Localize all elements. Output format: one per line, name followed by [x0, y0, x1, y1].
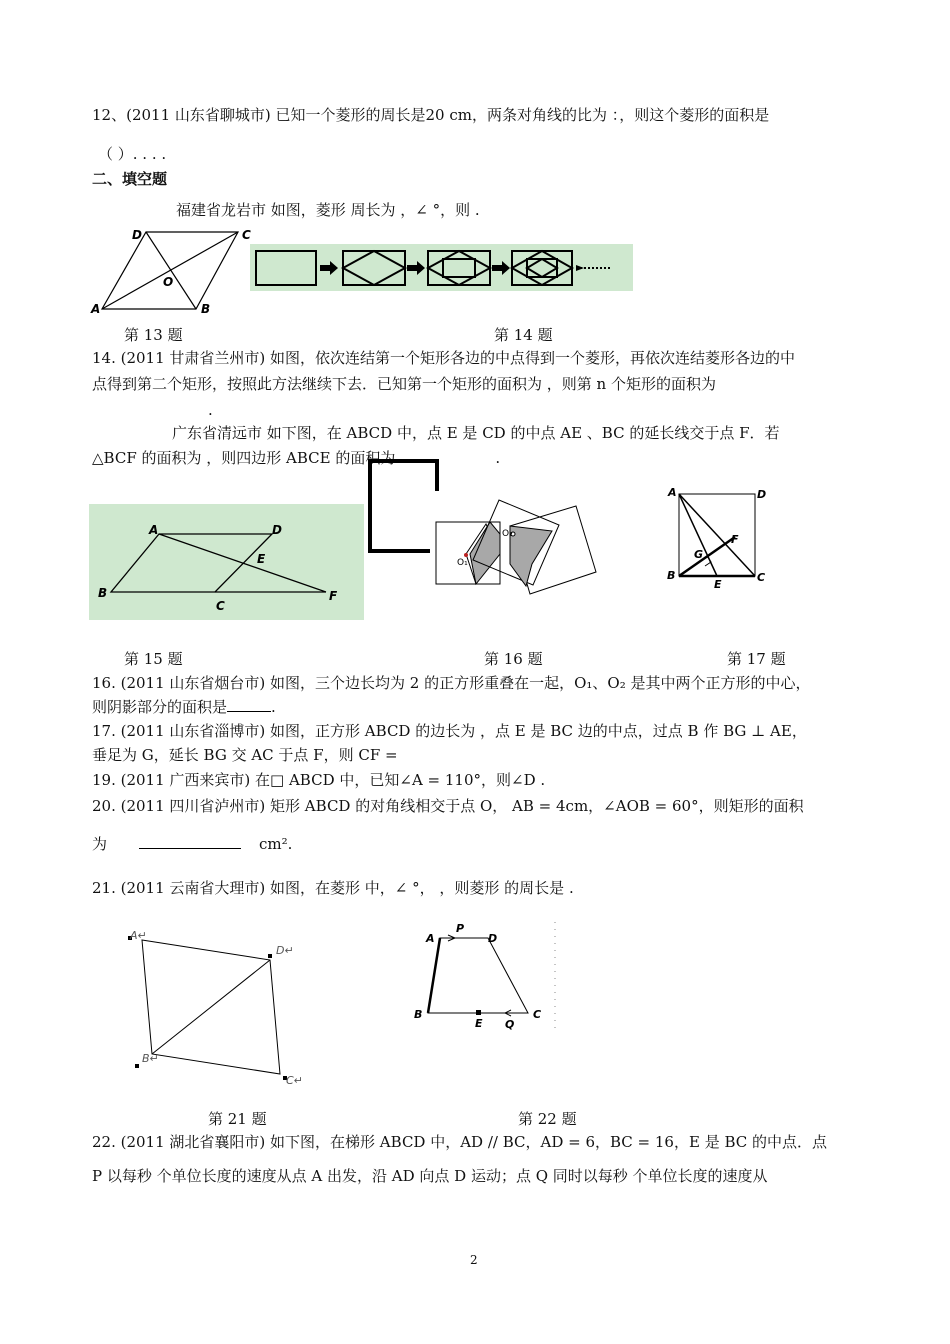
q20-line2-b: cm². [259, 835, 293, 853]
fig13-label-o: O [163, 275, 174, 289]
fig22-label-a: A [426, 932, 435, 945]
q12-value: 20 cm [425, 106, 472, 124]
fig15-label-d: D [272, 523, 282, 537]
fig21-label-d: D↵ [276, 944, 294, 957]
fig22-trapezoid [410, 920, 560, 1035]
fig17-label-b: B [667, 569, 676, 582]
q16-line2 [92, 697, 276, 717]
fig21-label-c: C↵ [286, 1074, 303, 1087]
q17-line2: 垂足为 G，延长 BG 交 AC 于点 F，则 CF = [92, 746, 398, 764]
fig15-parallelogram [89, 504, 364, 620]
q15-line1: 广东省清远市 如下图，在 ABCD 中，点 E 是 CD 的中点 AE 、BC 的延长线交于点 F．若 [172, 424, 780, 442]
fig13-label-c: C [242, 228, 251, 242]
q15-line2-text: △BCF 的面积为 ，则四边形 ABCE 的面积为 [92, 449, 396, 467]
q20-line2 [92, 834, 292, 854]
q13-text: 福建省龙岩市 如图，菱形 周长为 ，∠ °，则 . [176, 201, 480, 219]
q14-line3: . [208, 401, 213, 419]
fig13-label-a: A [91, 302, 101, 316]
caption-13: 第 13 题 [124, 326, 183, 344]
q14-line1: 14. (2011 甘肃省兰州市) 如图，依次连结第一个矩形各边的中点得到一个菱形，再依次连结菱形各边的中 [92, 349, 796, 367]
fig13-rhombus [88, 222, 258, 317]
q16-line1: 16. (2011 山东省烟台市) 如图，三个边长均为 2 的正方形重叠在一起，O₁、O₂ 是其中两个正方形的中心， [92, 674, 811, 692]
q12-text2: ，两条对角线的比为 ：，则这个菱形的面积是 [472, 106, 770, 124]
q20-line2-a: 为 [92, 835, 108, 853]
fig13-label-d: D [132, 228, 142, 242]
caption-16: 第 16 题 [484, 650, 543, 668]
fig16-label-o2: O₂ [502, 529, 513, 539]
q20-line1: 20. (2011 四川省泸州市) 矩形 ABCD 的对角线相交于点 O， AB = 4cm，∠AOB = 60°，则矩形的面积 [92, 797, 804, 815]
page-number: 2 [470, 1253, 478, 1267]
fig22-label-c: C [533, 1008, 542, 1021]
q21-text: 21. (2011 云南省大理市) 如图，在菱形 中，∠ °， ，则菱形 的周长是 . [92, 879, 574, 897]
fig22-label-p: P [456, 922, 465, 935]
caption-14: 第 14 题 [494, 326, 553, 344]
q12-line1 [92, 105, 769, 125]
fig22-label-d: D [488, 932, 498, 945]
fig15-label-f: F [329, 589, 338, 603]
fig22-label-e: E [475, 1017, 483, 1030]
fig15-label-e: E [257, 552, 266, 566]
fig17-label-a: A [668, 486, 677, 499]
fig17-label-e: E [714, 578, 722, 590]
q22-line2: P 以每秒 个单位长度的速度从点 A 出发，沿 AD 向点 D 运动；点 Q 同时以每秒 个单位长度的速度从 [92, 1167, 768, 1185]
fig15-label-b: B [98, 586, 108, 600]
q22-line1: 22. (2011 湖北省襄阳市) 如下图，在梯形 ABCD 中，AD // BC，AD = 6，BC = 16，E 是 BC 的中点．点 [92, 1133, 828, 1151]
fig17-square [662, 484, 772, 590]
fig17-label-f: F [731, 533, 739, 546]
q15-line2-end: . [495, 449, 501, 467]
q16-line2-text: 则阴影部分的面积是 [92, 698, 228, 716]
fig13-label-b: B [201, 302, 211, 316]
q14-line2: 点得到第二个矩形，按照此方法继续下去．已知第一个矩形的面积为 ，则第 n 个矩形的面积为 [92, 375, 716, 393]
fig21-rhombus [118, 922, 318, 1092]
fig16-label-o1: O₁ [457, 558, 468, 568]
fig16-squares [430, 494, 605, 606]
caption-17: 第 17 题 [727, 650, 786, 668]
fig22-label-q: Q [505, 1018, 515, 1031]
fig17-label-g: G [694, 548, 704, 561]
caption-21: 第 21 题 [208, 1110, 267, 1128]
fig22-label-b: B [414, 1008, 423, 1021]
q12-text: 12、(2011 山东省聊城市) 已知一个菱形的周长是 [92, 106, 426, 124]
fig21-label-b: B↵ [142, 1052, 159, 1065]
section2-title: 二、填空题 [92, 170, 168, 188]
fig15-label-c: C [216, 599, 225, 613]
caption-15: 第 15 题 [124, 650, 183, 668]
fig17-label-c: C [757, 571, 766, 584]
q16-line2-end: . [271, 698, 276, 716]
q17-line1: 17. (2011 山东省淄博市) 如图，正方形 ABCD 的边长为 ，点 E 是 BC 边的中点，过点 B 作 BG ⊥ AE， [92, 722, 807, 740]
fig21-label-a: A↵ [130, 929, 147, 942]
q19-text: 19. (2011 广西来宾市) 在□ ABCD 中，已知∠A = 110°，则∠D . [92, 771, 546, 789]
q12-options: （ ）. . . . [98, 145, 167, 163]
fig17-label-d: D [757, 488, 767, 501]
fig14-sequence [250, 244, 633, 291]
fig15-label-a: A [149, 523, 159, 537]
caption-22: 第 22 题 [518, 1110, 577, 1128]
